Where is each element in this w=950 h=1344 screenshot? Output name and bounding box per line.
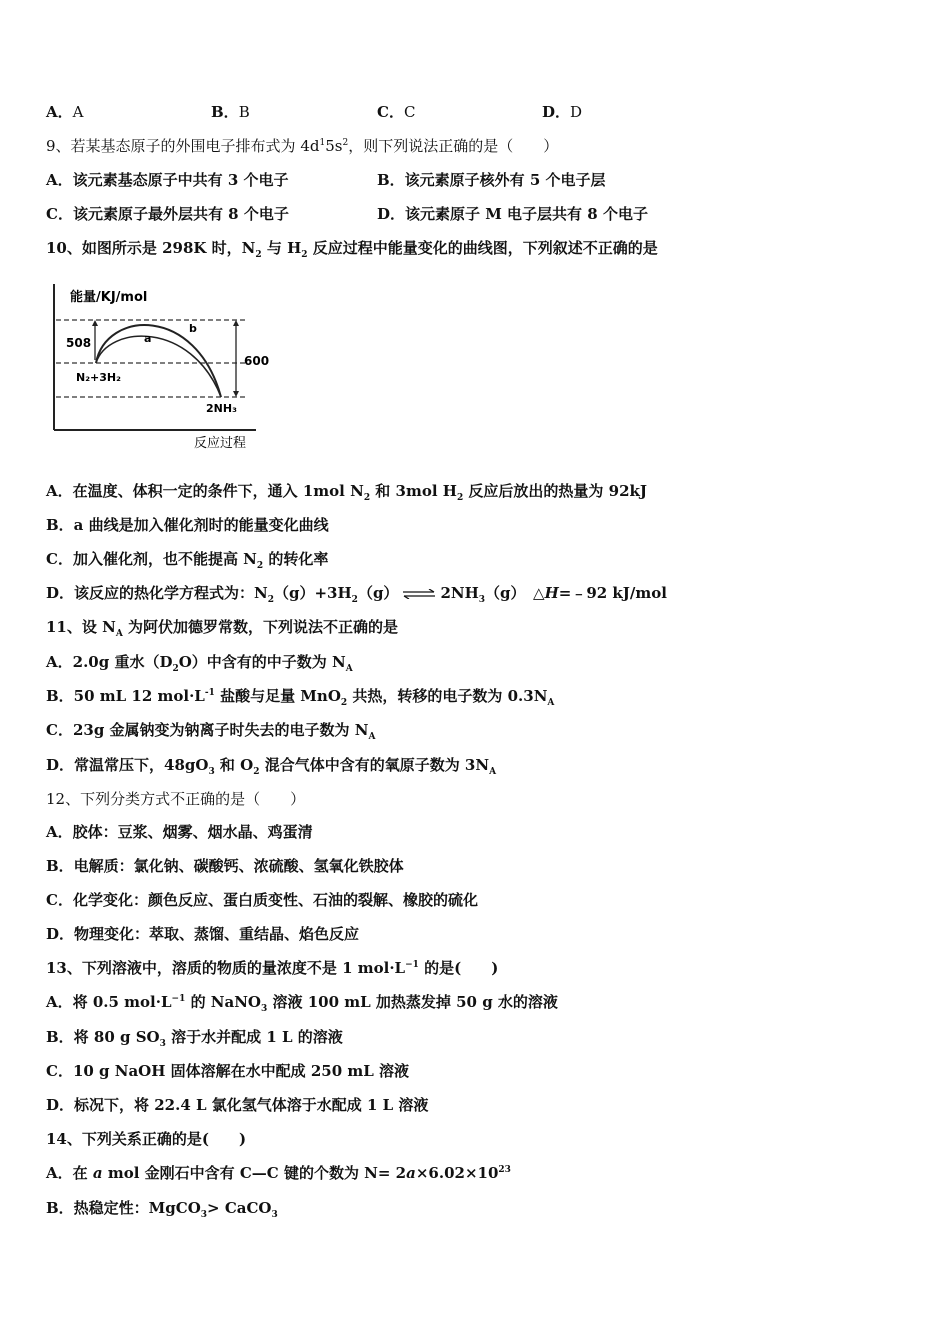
reactants-label: N₂+3H₂ bbox=[76, 371, 121, 384]
q9-option-c: C．该元素原子最外层共有 8 个电子 bbox=[46, 205, 289, 223]
arrow-508-head bbox=[92, 320, 98, 326]
q9-stem: 9、若某基态原子的外围电子排布式为 $4d^15s^2$，则下列说法正确的是（ ） bbox=[46, 137, 559, 155]
q12-option-b: B．电解质：氯化钠、碳酸钙、浓硫酸、氢氧化铁胶体 bbox=[46, 857, 404, 875]
q13-option-b: B．将 80 g $SO_3$ 溶于水并配成 1 L 的溶液 bbox=[46, 1028, 343, 1049]
x-axis-label: 反应过程 bbox=[194, 436, 247, 451]
q9-option-a: A．该元素基态原子中共有 3 个电子 bbox=[46, 171, 289, 189]
q14-option-b: B．热稳定性：MgCO$_3$> CaCO$_3$ bbox=[46, 1199, 278, 1220]
q11-stem: 11、设 $N_A$ 为阿伏加德罗常数，下列说法不正确的是 bbox=[46, 618, 399, 639]
q8-option-d: D．D bbox=[542, 103, 583, 121]
products-label: 2NH₃ bbox=[206, 402, 237, 415]
label-600: 600 bbox=[244, 354, 270, 368]
q11-option-d: D．常温常压下，$48gO_3$ 和 $O_2$ 混合气体中含有的氧原子数为 $3N_A$ bbox=[46, 756, 497, 777]
curve-a-label: a bbox=[144, 332, 152, 345]
q10-option-c: C．加入催化剂，也不能提高 $N_2$ 的转化率 bbox=[46, 550, 329, 571]
y-axis-label: 能量/KJ/mol bbox=[70, 290, 148, 305]
curve-b bbox=[96, 325, 221, 397]
equilibrium-arrow-icon bbox=[402, 589, 436, 599]
q8-option-b: B．B bbox=[211, 103, 250, 121]
q10-option-a: A．在温度、体积一定的条件下，通入 1mol $N_2$ 和 3mol $H_2$ 反应后放出的热量为 92kJ bbox=[46, 482, 648, 503]
q11-option-c: C．23g 金属钠变为钠离子时失去的电子数为 $N_A$ bbox=[46, 721, 376, 742]
q14-option-a: A．在 a mol 金刚石中含有 C—C 键的个数为 $N= 2a\times 6.02\times 10^{23}$ bbox=[46, 1164, 511, 1182]
q13-option-c: C．10 g NaOH 固体溶解在水中配成 250 mL 溶液 bbox=[46, 1062, 410, 1080]
q12-stem: 12、下列分类方式不正确的是（ ） bbox=[46, 790, 306, 808]
q10-option-b: B．a 曲线是加入催化剂时的能量变化曲线 bbox=[46, 516, 329, 534]
q10-option-d: D．该反应的热化学方程式为：$N_2(g)+3H_2(g)$ $2NH_3(g)$ △H=﹣92 kJ/mol bbox=[46, 584, 667, 605]
q8-option-a: A．A bbox=[46, 103, 84, 121]
q9-option-b: B．该元素原子核外有 5 个电子层 bbox=[377, 171, 606, 189]
arrow-600-top bbox=[233, 320, 239, 326]
q11-option-a: A．2.0g 重水$(D_2O)$中含有的中子数为 $N_A$ bbox=[46, 653, 353, 674]
q14-stem: 14、下列关系正确的是( ) bbox=[46, 1130, 247, 1148]
q12-option-a: A．胶体：豆浆、烟雾、烟水晶、鸡蛋清 bbox=[46, 823, 313, 841]
q12-option-c: C．化学变化：颜色反应、蛋白质变性、石油的裂解、橡胶的硫化 bbox=[46, 891, 478, 909]
q13-option-d: D．标况下，将 22.4 L 氯化氢气体溶于水配成 1 L 溶液 bbox=[46, 1096, 429, 1114]
q13-stem: 13、下列溶液中，溶质的物质的量浓度不是 1 $mol\cdot L^{-1}$ 的是( ) bbox=[46, 959, 499, 977]
label-508: 508 bbox=[66, 336, 92, 350]
q12-option-d: D．物理变化：萃取、蒸馏、重结晶、焰色反应 bbox=[46, 925, 360, 943]
arrow-600-bottom bbox=[233, 391, 239, 397]
q10-stem: 10、如图所示是 298K 时，$N_2$ 与 $H_2$ 反应过程中能量变化的曲线图，下列叙述不正确的是 bbox=[46, 239, 658, 260]
q13-option-a: A．将 0.5 $mol\cdot L^{-1}$ 的 NaNO$_3$ 溶液 100 mL 加热蒸发掉 50 g 水的溶液 bbox=[46, 993, 558, 1014]
curve-a bbox=[96, 336, 221, 397]
energy-diagram bbox=[46, 280, 286, 455]
q11-option-b: B．50 mL 12 $mol\cdot L^{-1}$ 盐酸与足量 MnO$_2$ 共热，转移的电子数为 $0.3N_A$ bbox=[46, 687, 555, 708]
curve-b-label: b bbox=[189, 322, 197, 335]
q9-option-d: D．该元素原子 M 电子层共有 8 个电子 bbox=[377, 205, 648, 223]
q8-option-c: C．C bbox=[377, 103, 416, 121]
